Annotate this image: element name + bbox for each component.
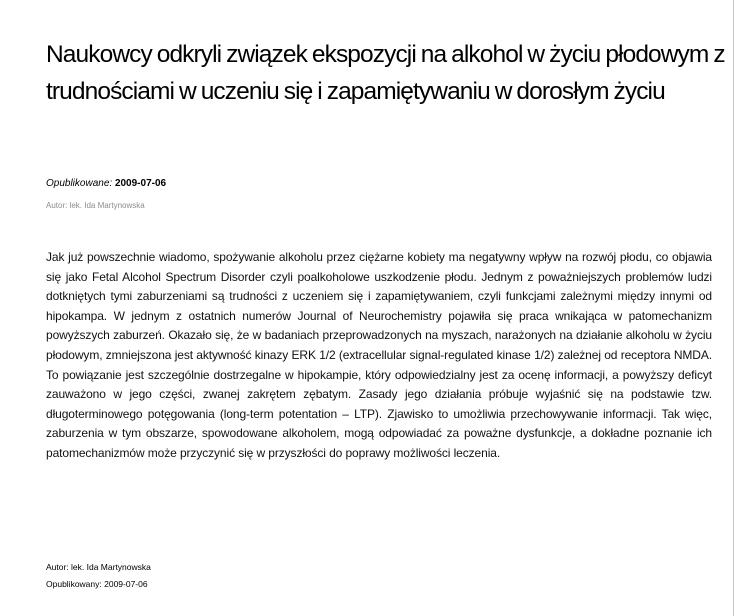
footer-published: Opublikowany: 2009-07-06 [46, 579, 148, 589]
footer-author: Autor: lek. Ida Martynowska [46, 562, 151, 572]
author-byline: Autor: lek. Ida Martynowska [46, 201, 145, 210]
article-body: Jak już powszechnie wiadomo, spożywanie alkoholu przez ciężarne kobiety ma negatywny wpływ na rozwój płodu, co objawia się jako Fetal Alcohol Spectrum Disorder czyli poalkoholowe uszkodzenie płodu. Jednym z poważniejszych problemów ludzi dotkniętych tymi zaburzeniami są trudności z uczeniem się i zapamiętywaniem, czyli funkcjami zależnymi między innymi od hipokampa. W jednym z ostatnich numerów Journal of Neurochemistry pojawiła się praca wnikająca w patomechanizm powyższych zaburzeń. Okazało się, że w badaniach przeprowadzonych na myszach, narażonych na działanie alkoholu w życiu płodowym, zmniejszona jest aktywność kinazy ERK 1/2 (extracellular signal-regulated kinase 1/2) zależnej od receptora NMDA. To powiązanie jest szczególnie dostrzegalne w hipokampie, który odpowiedzialny jest za ocenę informacji, a powyższy deficyt zauważono w jego części, zwanej zakrętem zębatym. Zasady jego działania próbuje wyjaśnić się na podstawie tzw. długoterminowego potęgowania (long-term potentation – LTP). Zjawisko to umożliwia przechowywanie informacji. Tak więc, zaburzenia w tym obszarze, spowodowane alkoholem, mogą odpowiadać za poważne dysfunkcje, a dokładne poznanie ich patomechanizmów może przyczynić się w przyszłości do poprawy możliwości leczenia. [46, 250, 712, 460]
page-edge-divider [733, 0, 734, 616]
published-label: Opublikowane: [46, 178, 113, 189]
article-title: Naukowcy odkryli związek ekspozycji na alkohol w życiu płodowym z trudnościami w uczeniu się i zapamiętywaniu w dorosłym życiu [46, 41, 725, 105]
published-date: 2009-07-06 [114, 178, 167, 189]
published-line [46, 177, 166, 191]
